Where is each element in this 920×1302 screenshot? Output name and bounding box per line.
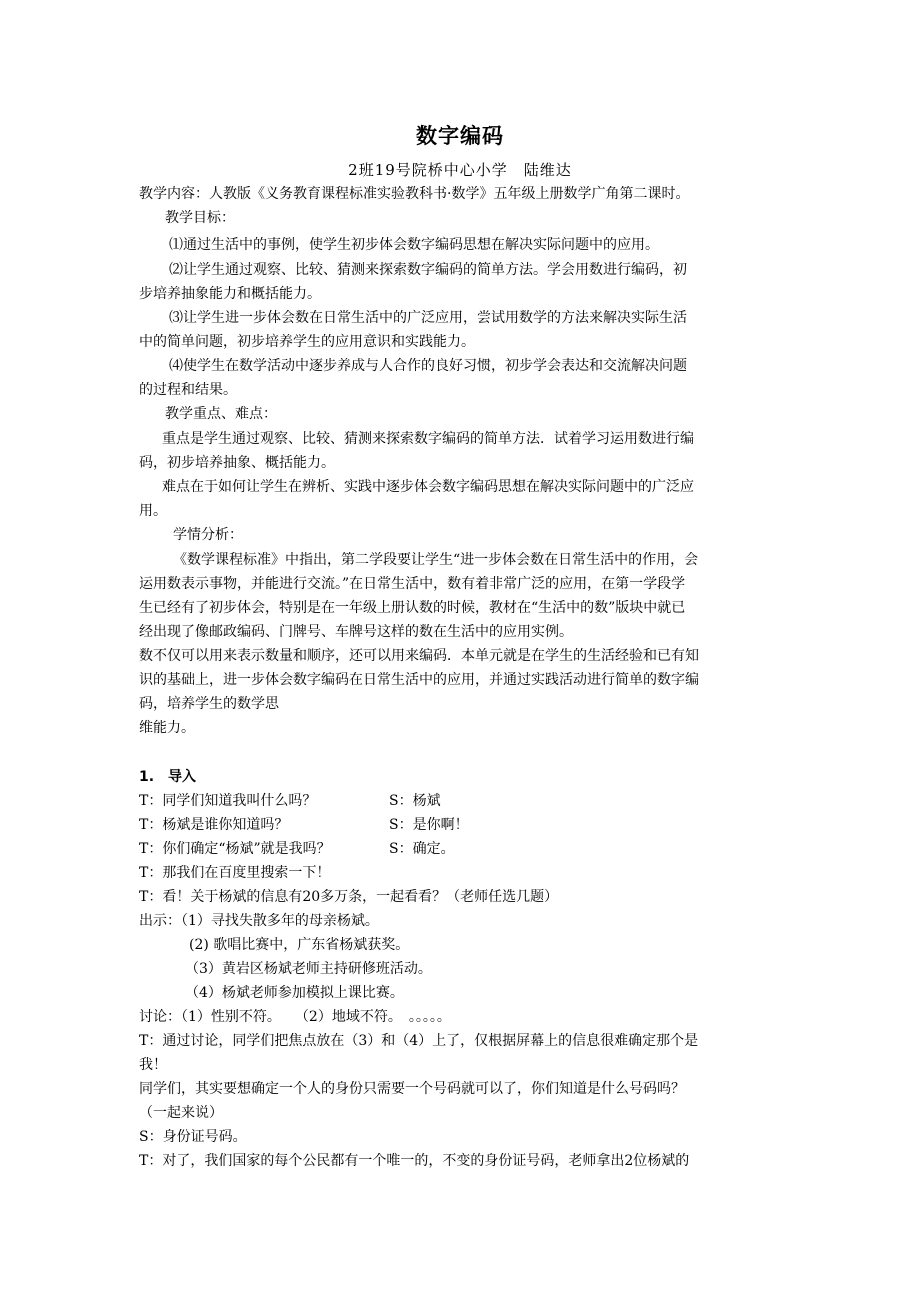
goal-3-line-2: 中的简单问题，初步培养学生的应用意识和实践能力。: [139, 334, 475, 350]
student-line: S：身份证号码。: [139, 1129, 247, 1145]
analysis-line-3: 生已经有了初步体会，特别是在一年级上册认数的时候，教材在“生活中的数”版块中就已: [139, 600, 686, 616]
show-item-2: (2) 歌唱比赛中，广东省杨斌获奖。: [189, 937, 410, 953]
analysis-line-4: 经出现了像邮政编码、门牌号、车牌号这样的数在生活中的应用实例。: [139, 624, 573, 640]
student-line: S：杨斌: [389, 793, 441, 809]
teacher-line: T：同学们知道我叫什么吗？: [139, 793, 317, 809]
teacher-line: T：你们确定“杨斌”就是我吗？: [139, 841, 331, 857]
show-item-4: （4）杨斌老师参加模拟上课比赛。: [185, 985, 404, 1001]
teacher-line: T：看！关于杨斌的信息有20多万条，一起看看？（老师任选几题）: [139, 889, 559, 905]
goal-2-line-1: ⑵让学生通过观察、比较、猜测来探索数字编码的简单方法。学会用数进行编码，初: [169, 262, 687, 278]
dialogue-row: [139, 838, 784, 860]
section-heading: 1. 导入: [139, 769, 197, 785]
analysis-line-8: 维能力。: [139, 720, 195, 736]
analysis-line-2: 运用数表示事物，并能进行交流。”在日常生活中，数有着非常广泛的应用，在第一学段学: [139, 576, 686, 592]
teacher-line: T：对了，我们国家的每个公民都有一个唯一的，不变的身份证号码，老师拿出2位杨斌的: [139, 1153, 690, 1169]
teacher-line: 同学们，其实要想确定一个人的身份只需要一个号码就可以了，你们知道是什么号码吗？: [139, 1081, 685, 1097]
analysis-line-1: 《数学课程标准》中指出，第二学段要让学生“进一步体会数在日常生活中的作用，会: [173, 552, 699, 568]
teacher-line-cont: 我！: [139, 1057, 167, 1073]
teaching-content: 教学内容：人教版《义务教育课程标准实验教科书·数学》五年级上册数学广角第二课时。: [139, 186, 690, 202]
teacher-line: T：通过讨论，同学们把焦点放在（3）和（4）上了，仅根据屏幕上的信息很难确定那个是: [139, 1033, 699, 1049]
goal-1: ⑴通过生活中的事例，使学生初步体会数字编码思想在解决实际问题中的应用。: [169, 237, 659, 253]
key-point-line-2: 码，初步培养抽象、概括能力。: [139, 455, 335, 471]
key-point-line-1: 重点是学生通过观察、比较、猜测来探索数字编码的简单方法．试着学习运用数进行编: [162, 431, 694, 447]
author-line: 2班19号院桥中心小学 陆维达: [348, 161, 572, 179]
teacher-line: T：杨斌是谁你知道吗？: [139, 817, 289, 833]
difficulty-line-1: 难点在于如何让学生在辨析、实践中逐步体会数字编码思想在解决实际问题中的广泛应: [162, 479, 694, 495]
analysis-heading: 学情分析：: [173, 527, 243, 543]
difficulty-line-2: 用。: [139, 503, 167, 519]
show-item-1: 出示：（1）寻找失散多年的母亲杨斌。: [139, 913, 379, 929]
analysis-line-7: 码，培养学生的数学思: [139, 696, 279, 712]
dialogue-row: [139, 790, 784, 812]
key-points-heading: 教学重点、难点：: [165, 406, 277, 422]
goal-4-line-1: ⑷使学生在数学活动中逐步养成与人合作的良好习惯，初步学会表达和交流解决问题: [169, 358, 687, 374]
analysis-line-5: 数不仅可以用来表示数量和顺序，还可以用来编码．本单元就是在学生的生活经验和已有知: [139, 648, 699, 664]
teacher-line: T：那我们在百度里搜索一下！: [139, 865, 331, 881]
teacher-line-cont: （一起来说）: [139, 1105, 223, 1121]
student-line: S：确定。: [389, 841, 455, 857]
document-title: 数字编码: [416, 124, 504, 148]
goal-4-line-2: 的过程和结果。: [139, 382, 237, 398]
discussion-line: 讨论：（1）性别不符。 （2）地域不符。 。。。。。: [139, 1009, 451, 1025]
dialogue-row: [139, 814, 784, 836]
goals-heading: 教学目标：: [165, 210, 235, 226]
show-item-3: （3）黄岩区杨斌老师主持研修班活动。: [185, 961, 432, 977]
goal-2-line-2: 步培养抽象能力和概括能力。: [139, 286, 321, 302]
student-line: S：是你啊！: [389, 817, 469, 833]
goal-3-line-1: ⑶让学生进一步体会数在日常生活中的广泛应用，尝试用数学的方法来解决实际生活: [169, 310, 687, 326]
analysis-line-6: 识的基础上，进一步体会数字编码在日常生活中的应用，并通过实践活动进行简单的数字编: [139, 672, 699, 688]
